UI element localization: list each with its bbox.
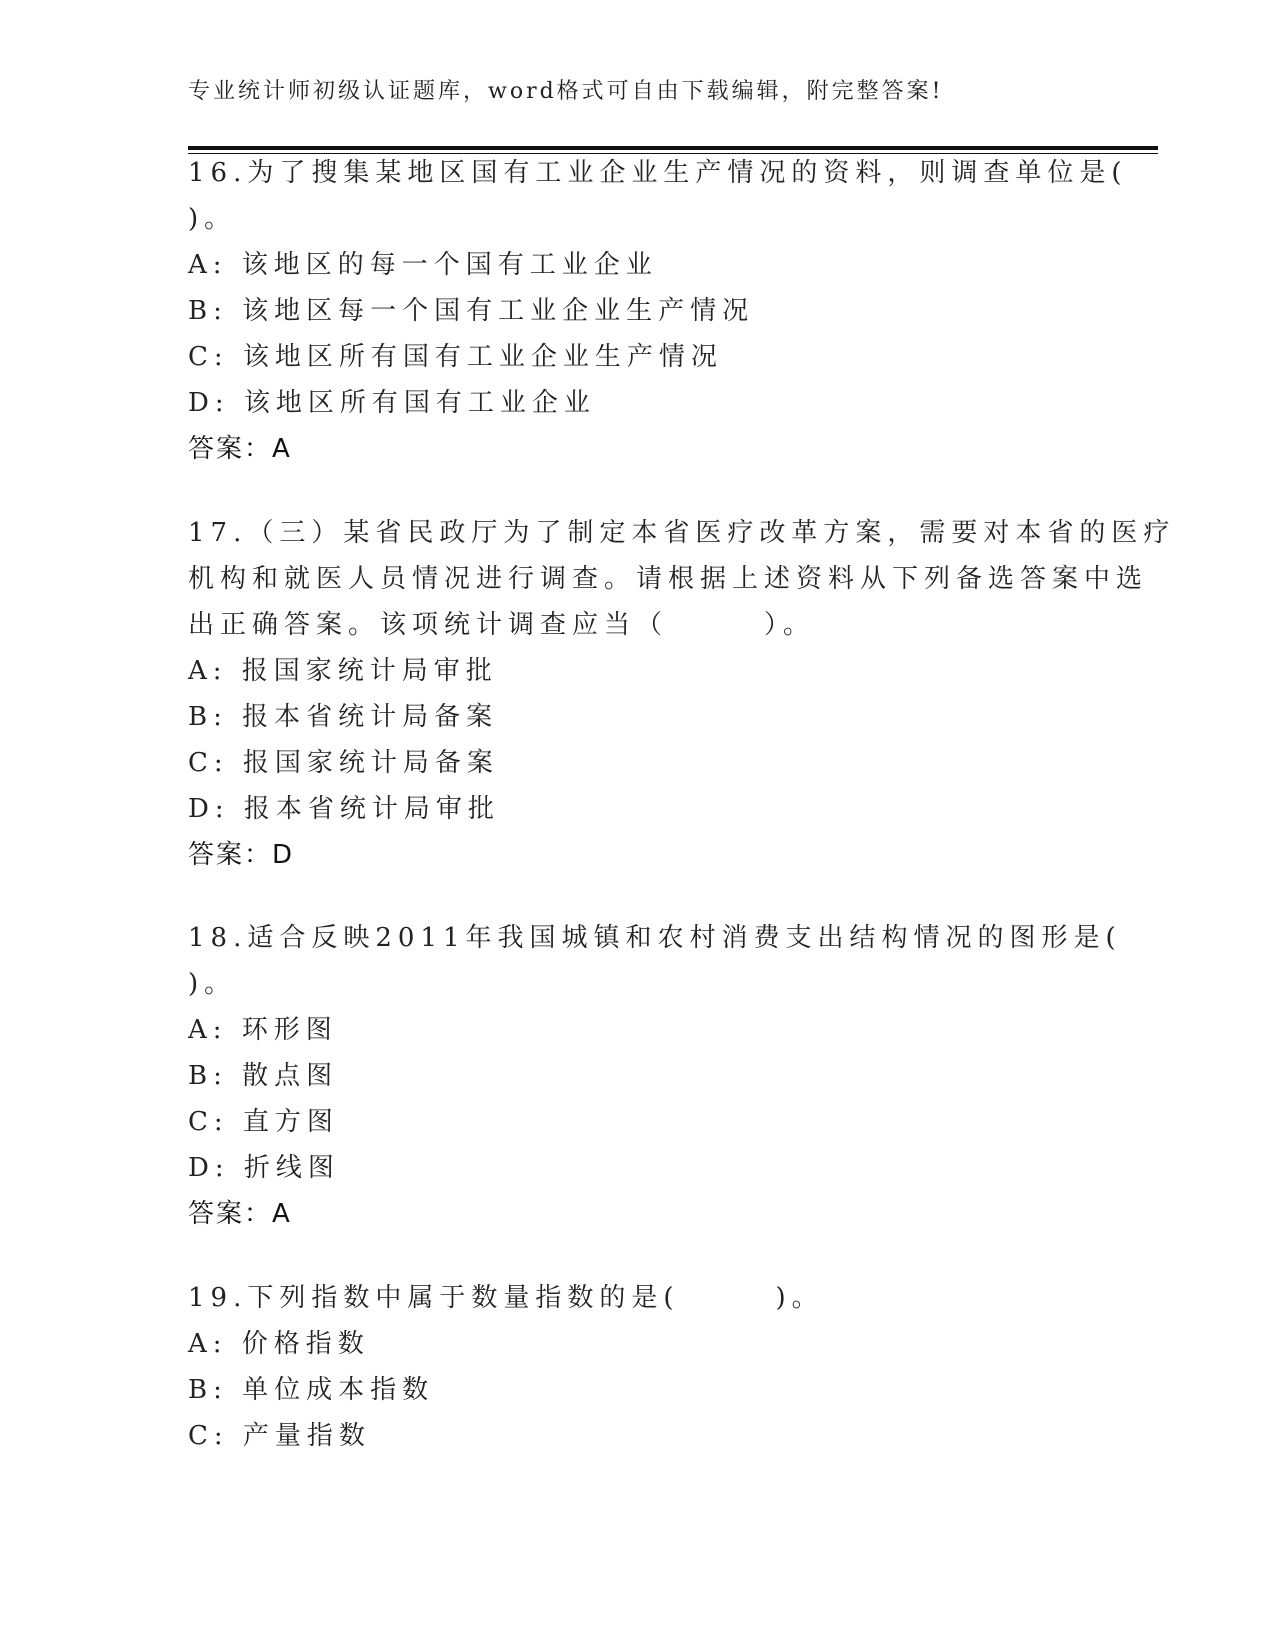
question-19 [188,1275,1088,1459]
option-d: D: 折线图 [188,1153,340,1183]
answer-label: 答案：A [188,1199,292,1229]
option-d: D: 该地区所有国有工业企业 [188,388,596,418]
option-a: A: 环形图 [188,1015,338,1045]
option-b: B: 报本省统计局备案 [188,702,499,732]
question-18 [188,915,1122,1237]
question-16 [188,150,1128,472]
question-text-line: 机构和就医人员情况进行调查。请根据上述资料从下列备选答案中选 [188,564,1149,594]
option-c: C: 该地区所有国有工业企业生产情况 [188,342,723,372]
question-text-line: 18.适合反映2011年我国城镇和农村消费支出结构情况的图形是( [188,923,1122,953]
option-d: D: 报本省统计局审批 [188,794,500,824]
question-17 [188,510,1176,878]
option-c: C: 报国家统计局备案 [188,748,499,778]
answer-label: 答案：D [188,840,295,870]
answer-label: 答案：A [188,434,292,464]
option-b: B: 该地区每一个国有工业企业生产情况 [188,296,755,326]
option-c: C: 产量指数 [188,1421,371,1451]
question-text-line: 19.下列指数中属于数量指数的是( )。 [188,1283,824,1313]
option-a: A: 价格指数 [188,1329,370,1359]
option-b: B: 散点图 [188,1061,339,1091]
option-a: A: 该地区的每一个国有工业企业 [188,250,658,280]
option-b: B: 单位成本指数 [188,1375,435,1405]
option-a: A: 报国家统计局审批 [188,656,498,686]
question-text-line: 出正确答案。该项统计调查应当（ ）。 [188,610,816,640]
option-c: C: 直方图 [188,1107,339,1137]
document-header: 专业统计师初级认证题库，word格式可自由下载编辑，附完整答案! [188,79,944,104]
question-text-line: )。 [188,969,237,999]
question-text-line: )。 [188,204,237,234]
question-text-line: 17.（三）某省民政厅为了制定本省医疗改革方案，需要对本省的医疗 [188,518,1176,548]
question-text-line: 16.为了搜集某地区国有工业企业生产情况的资料，则调查单位是( [188,158,1128,188]
